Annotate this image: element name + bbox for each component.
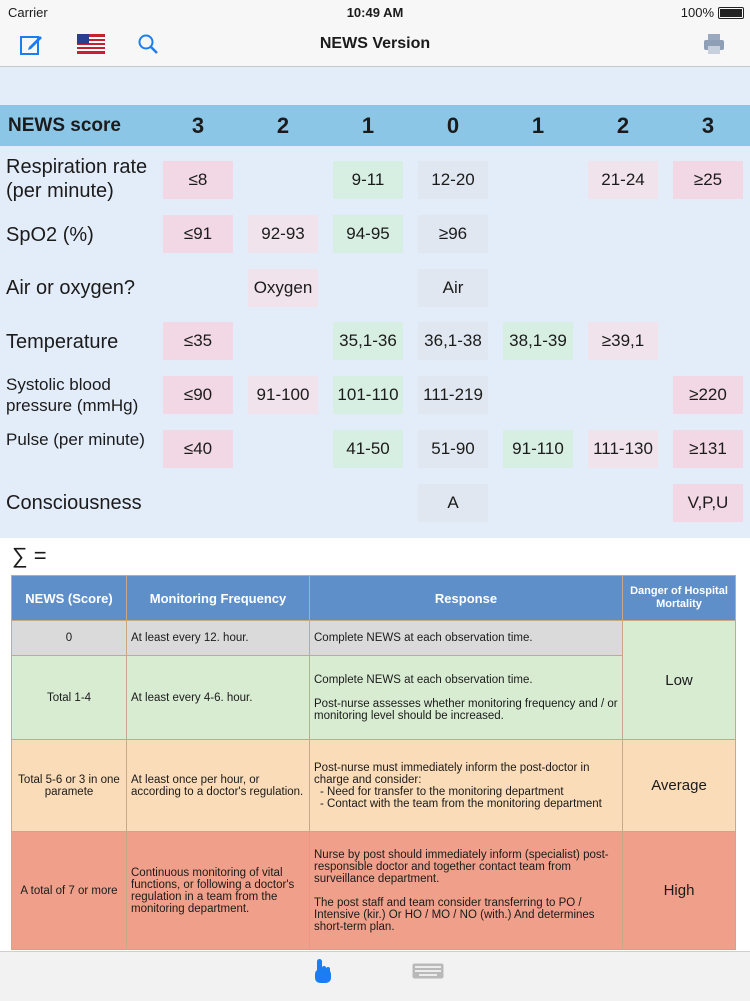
sbp-cell-2[interactable]: 91-100: [248, 376, 318, 414]
print-icon[interactable]: [702, 32, 726, 61]
air-oxygen-label: Air or oxygen?: [6, 277, 135, 299]
row0-frequency: At least every 12. hour.: [127, 621, 310, 656]
row1-frequency: At least every 4-6. hour.: [127, 656, 310, 740]
score-0: 0: [446, 113, 460, 138]
battery-indicator: [681, 5, 744, 20]
spo2-cell-2[interactable]: 92-93: [248, 215, 318, 253]
header-news-score: NEWS (Score): [12, 576, 127, 621]
danger-low: Low: [623, 621, 736, 740]
row3-score: A total of 7 or more: [12, 832, 127, 950]
carrier-label: Carrier: [8, 5, 48, 20]
row2-score: Total 5-6 or 3 in one paramete: [12, 740, 127, 832]
temp-cell-1-low[interactable]: 35,1-36: [333, 322, 403, 360]
score-sum: ∑ =: [12, 543, 47, 568]
keyboard-icon[interactable]: [412, 963, 444, 984]
bottom-toolbar: [0, 951, 750, 1001]
systolic-bp-label: Systolic blood pressure (mmHg): [6, 375, 139, 415]
danger-average: Average: [623, 740, 736, 832]
temp-cell-2-high[interactable]: ≥39,1: [588, 322, 658, 360]
pulse-cell-1-high[interactable]: 91-110: [503, 430, 573, 468]
spo2-label: SpO2 (%): [6, 224, 94, 246]
pulse-label: Pulse (per minute): [6, 430, 145, 449]
score-3-left: 3: [191, 113, 205, 138]
table-header-row: [12, 576, 736, 621]
resp-cell-0[interactable]: 12-20: [418, 161, 488, 199]
sbp-cell-1[interactable]: 101-110: [333, 376, 403, 414]
pulse-cell-2-high[interactable]: 111-130: [588, 430, 658, 468]
resp-cell-2-high[interactable]: 21-24: [588, 161, 658, 199]
row2-frequency: At least once per hour, or according to a doctor's regulation.: [127, 740, 310, 832]
score-header-row: [0, 105, 750, 146]
score-header-label: NEWS score: [8, 115, 121, 136]
news-score-panel: [0, 67, 750, 538]
status-time: 10:49 AM: [346, 5, 404, 20]
status-bar: [0, 0, 750, 24]
resp-cell-3-low[interactable]: ≤8: [163, 161, 233, 199]
air-cell-oxygen[interactable]: Oxygen: [248, 269, 318, 307]
resp-cell-1-low[interactable]: 9-11: [333, 161, 403, 199]
sbp-cell-3-low[interactable]: ≤90: [163, 376, 233, 414]
table-row: [12, 740, 736, 832]
cons-cell-3[interactable]: V,P,U: [673, 484, 743, 522]
nav-bar: [0, 24, 750, 67]
resp-cell-3-high[interactable]: ≥25: [673, 161, 743, 199]
air-cell-air[interactable]: Air: [418, 269, 488, 307]
sbp-cell-3-high[interactable]: ≥220: [673, 376, 743, 414]
response-table: [11, 575, 736, 950]
row0-response: Complete NEWS at each observation time.: [310, 621, 623, 656]
consciousness-label: Consciousness: [6, 492, 142, 514]
row1-response: Complete NEWS at each observation time. Post-nurse assesses whether monitoring frequency and / or monitoring level should be increased.: [310, 656, 623, 740]
danger-high: High: [623, 832, 736, 950]
battery-icon: [718, 7, 744, 19]
pulse-cell-0[interactable]: 51-90: [418, 430, 488, 468]
row0-score: 0: [12, 621, 127, 656]
hand-pointer-icon[interactable]: [311, 957, 335, 992]
temp-cell-3[interactable]: ≤35: [163, 322, 233, 360]
header-response: Response: [310, 576, 623, 621]
table-row: [12, 621, 736, 656]
spo2-cell-3[interactable]: ≤91: [163, 215, 233, 253]
pulse-cell-3-low[interactable]: ≤40: [163, 430, 233, 468]
row3-frequency: Continuous monitoring of vital functions, or following a doctor's regulation in a team from the monitoring department.: [127, 832, 310, 950]
pulse-cell-3-high[interactable]: ≥131: [673, 430, 743, 468]
spo2-cell-0[interactable]: ≥96: [418, 215, 488, 253]
score-1-left: 1: [361, 113, 375, 138]
score-3-right: 3: [701, 113, 715, 138]
table-row: [12, 832, 736, 950]
temperature-label: Temperature: [6, 331, 119, 353]
score-1-right: 1: [531, 113, 545, 138]
row2-response: Post-nurse must immediately inform the post-doctor in charge and consider: - Need for transfer to the monitoring department - Contact with the team from the monitoring department: [310, 740, 623, 832]
pulse-cell-1-low[interactable]: 41-50: [333, 430, 403, 468]
score-2-right: 2: [616, 113, 630, 138]
respiration-label: Respiration rate (per minute): [6, 156, 148, 202]
temp-cell-1-high[interactable]: 38,1-39: [503, 322, 573, 360]
cons-cell-0[interactable]: A: [418, 484, 488, 522]
row3-response: Nurse by post should immediately inform (specialist) post-responsible doctor and together contact team from surveillance department. The post staff and team consider transferring to PO / Intensive (kir.) Or HO / MO / NO (with.) And determines short-term plan.: [310, 832, 623, 950]
spo2-cell-1[interactable]: 94-95: [333, 215, 403, 253]
row1-score: Total 1-4: [12, 656, 127, 740]
score-2-left: 2: [276, 113, 290, 138]
header-monitoring-frequency: Monitoring Frequency: [127, 576, 310, 621]
page-title: NEWS Version: [319, 35, 431, 52]
temp-cell-0[interactable]: 36,1-38: [418, 322, 488, 360]
header-danger-mortality: Danger of Hospital Mortality: [623, 576, 736, 621]
sbp-cell-0[interactable]: 111-219: [418, 376, 488, 414]
battery-percent: 100%: [680, 5, 714, 20]
